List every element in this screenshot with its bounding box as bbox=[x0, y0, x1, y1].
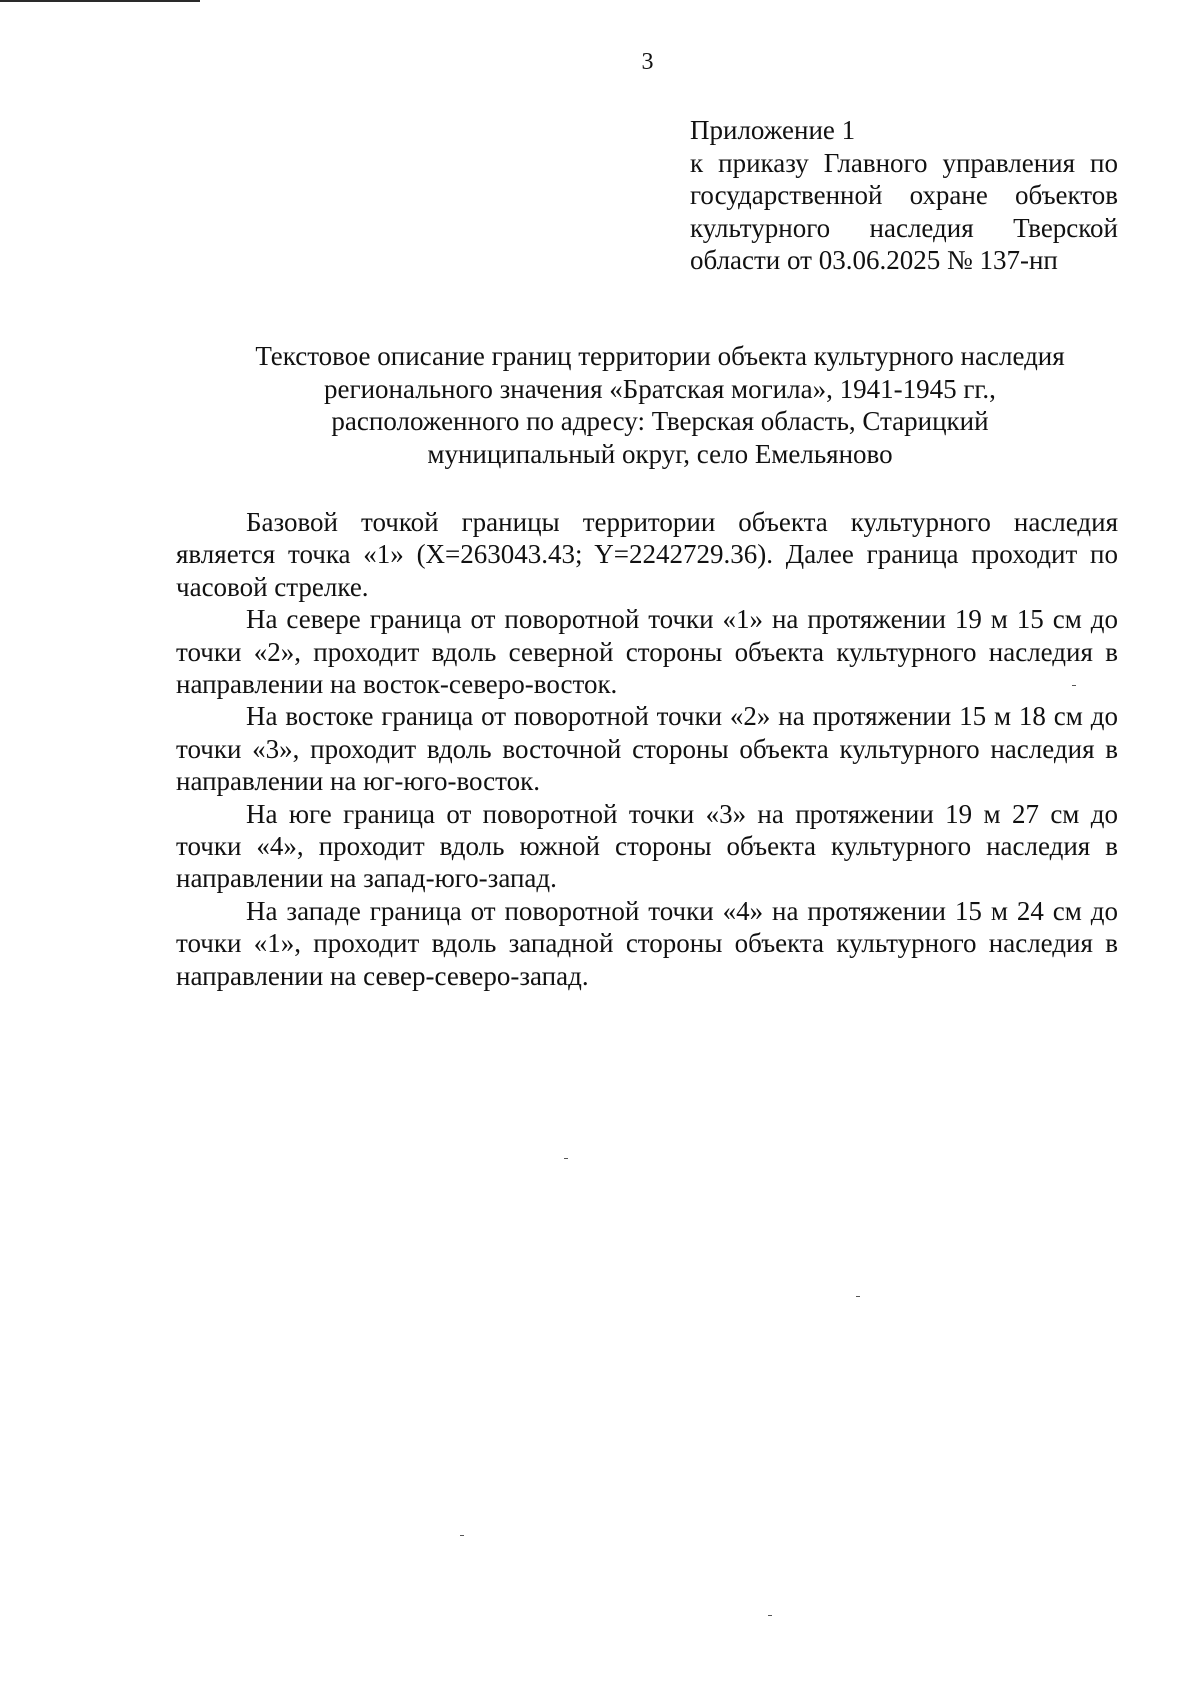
appendix-header bbox=[690, 114, 1118, 277]
scan-speck bbox=[460, 1535, 464, 1536]
appendix-line-2: к приказу Главного управления по bbox=[690, 147, 1118, 178]
title-line-3: расположенного по адресу: Тверская область, Старицкий bbox=[331, 406, 989, 436]
scan-speck bbox=[856, 1296, 860, 1297]
title-line-2: регионального значения «Братская могила», 1941-1945 гг., bbox=[324, 373, 996, 404]
appendix-line-5: области от 03.06.2025 № 137-нп bbox=[690, 245, 1058, 275]
scan-edge-mark bbox=[0, 0, 200, 2]
scan-speck bbox=[564, 1158, 568, 1159]
paragraph-south: На юге граница от поворотной точки «3» на протяжении 19 м 27 см до точки «4», проходит вдоль южной стороны объекта культурного наследия в направлении на запад-юго-запад. bbox=[176, 798, 1118, 894]
title-line-1: Текстовое описание границ территории объекта культурного наследия bbox=[255, 341, 1065, 371]
appendix-line-1: Приложение 1 bbox=[690, 115, 856, 145]
body-text bbox=[176, 506, 1118, 992]
appendix-line-3: государственной охране объектов bbox=[690, 180, 1118, 210]
scan-speck bbox=[1072, 685, 1076, 686]
paragraph-north: На севере граница от поворотной точки «1» на протяжении 19 м 15 см до точки «2», проходит вдоль северной стороны объекта культурного наследия в направлении на восток-северо-восток. bbox=[176, 604, 1118, 700]
document-title bbox=[180, 340, 1140, 470]
page-number: 3 bbox=[641, 49, 654, 75]
scan-speck bbox=[768, 1615, 772, 1616]
paragraph-west: На западе граница от поворотной точки «4» на протяжении 15 м 24 см до точки «1», проходит вдоль западной стороны объекта культурного наследия в направлении на север-северо-запад. bbox=[176, 895, 1118, 991]
title-line-4: муниципальный округ, село Емельяново bbox=[427, 438, 893, 469]
paragraph-base-point: Базовой точкой границы территории объекта культурного наследия является точка «1» (X=263043.43; Y=2242729.36). Далее граница проходит по часовой стрелке. bbox=[176, 507, 1118, 602]
appendix-line-4: культурного наследия Тверской bbox=[690, 212, 1118, 243]
paragraph-east: На востоке граница от поворотной точки «2» на протяжении 15 м 18 см до точки «3», проходит вдоль восточной стороны объекта культурного наследия в направлении на юг-юго-восток. bbox=[176, 701, 1118, 797]
